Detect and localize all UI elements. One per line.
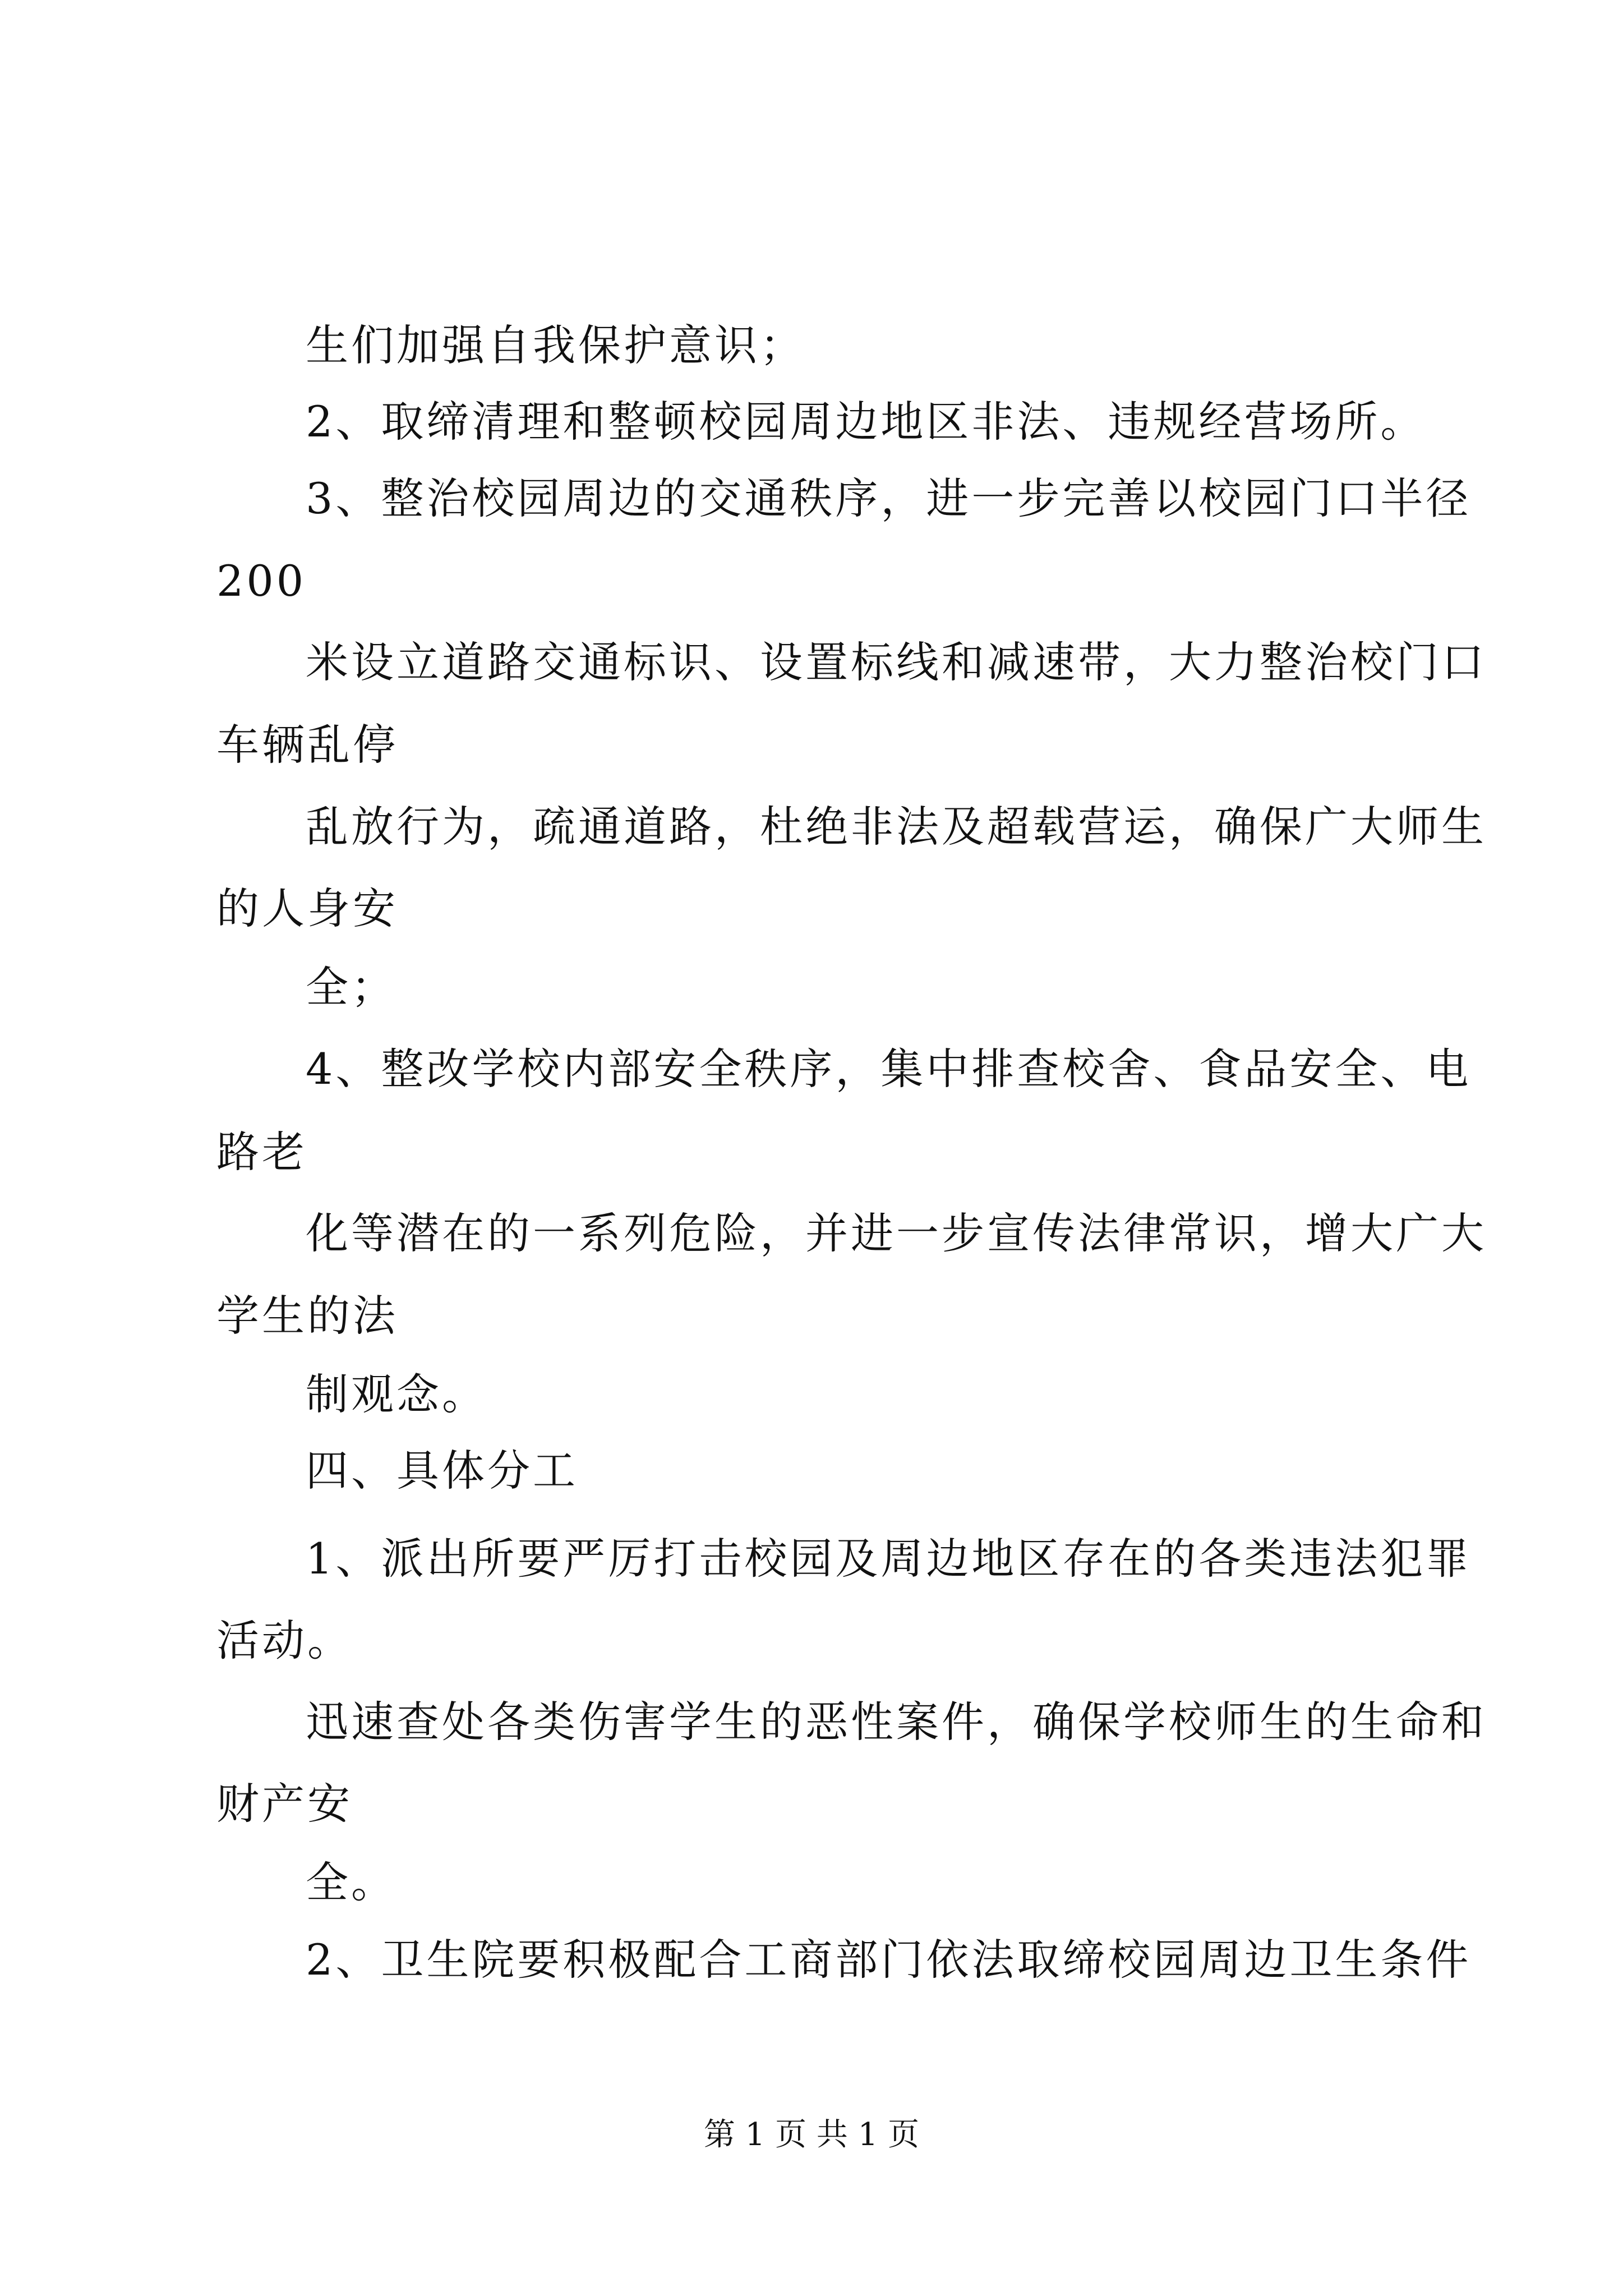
paragraph-line: 乱放行为，疏通道路，杜绝非法及超载营运，确保广大师生	[306, 802, 1487, 852]
paragraph-line: 3、整治校园周边的交通秩序，进一步完善以校园门口半径	[306, 473, 1472, 523]
paragraph-line: 2、取缔清理和整顿校园周边地区非法、违规经营场所。	[306, 397, 1426, 447]
paragraph-line: 米设立道路交通标识、设置标线和减速带，大力整治校门口	[306, 637, 1487, 687]
paragraph-line: 制观念。	[306, 1369, 487, 1419]
paragraph-line: 车辆乱停	[216, 720, 398, 770]
paragraph-line: 4、整改学校内部安全秩序，集中排查校舍、食品安全、电	[306, 1044, 1472, 1094]
paragraph-line: 200	[216, 556, 307, 606]
paragraph-line: 生们加强自我保护意识；	[306, 320, 805, 370]
paragraph-line: 化等潜在的一系列危险，并进一步宣传法律常识，增大广大	[306, 1208, 1487, 1258]
section-heading: 四、具体分工	[306, 1446, 578, 1496]
paragraph-line: 全。	[306, 1857, 396, 1907]
paragraph-line: 2、卫生院要积极配合工商部门依法取缔校园周边卫生条件	[306, 1935, 1472, 1985]
paragraph-line: 迅速查处各类伤害学生的恶性案件，确保学校师生的生命和	[306, 1697, 1487, 1747]
paragraph-line: 的人身安	[216, 884, 398, 933]
paragraph-line: 全；	[306, 962, 396, 1012]
paragraph-line: 活动。	[216, 1616, 353, 1665]
paragraph-line: 1、派出所要严厉打击校园及周边地区存在的各类违法犯罪	[306, 1534, 1472, 1584]
paragraph-line: 财产安	[216, 1779, 353, 1829]
paragraph-line: 学生的法	[216, 1291, 398, 1341]
paragraph-line: 路老	[216, 1127, 307, 1177]
page-footer: 第 1 页 共 1 页	[703, 2116, 920, 2153]
